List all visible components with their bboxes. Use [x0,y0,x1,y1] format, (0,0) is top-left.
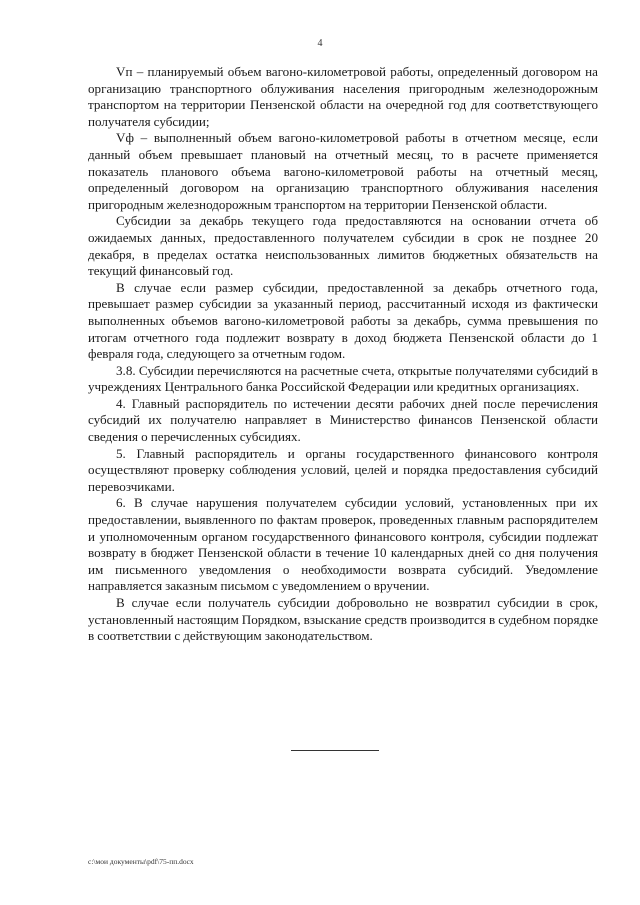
paragraph-december-excess: В случае если размер субсидии, предоставленной за декабрь отчетного года, превышает размер субсидии за указанный период, рассчитанный исходя из фактически выполненных объемов вагоно-километровой работы за декабрь, сумма превышения по итогам отчетного года подлежит возврату в доход бюджета Пензенской области до 1 февраля года, следующего за отчетным годом. [88,279,598,362]
paragraph-3-8: 3.8. Субсидии перечисляются на расчетные счета, открытые получателями субсидий в учреждениях Центрального банка Российской Федерации или кредитных организациях. [88,362,598,395]
paragraph-6: 6. В случае нарушения получателем субсидии условий, установленных при их предоставлении, выявленного по фактам проверок, проведенных главным распорядителем и уполномоченным органом государственного финансового контроля, субсидии подлежат возврату в бюджет Пензенской области в течение 10 календарных дней со дня получения им письменного уведомления о необходимости возврата субсидий. Уведомление направляется заказным письмом с уведомлением о вручении. [88,495,598,594]
document-body [88,64,598,645]
paragraph-5: 5. Главный распорядитель и органы государственного финансового контроля осуществляют проверку соблюдения условий, целей и порядка предоставления субсидий перевозчиками. [88,445,598,494]
paragraph-voluntary-return: В случае если получатель субсидии добровольно не возвратил субсидии в срок, установленный настоящим Порядком, взыскание средств производится в судебном порядке в соответствии с действующим законодательством. [88,595,599,644]
paragraph-december-subsidy: Субсидии за декабрь текущего года предоставляются на основании отчета об ожидаемых данных, предоставленного получателем субсидии в срок не позднее 20 декабря, в пределах остатка неиспользованных лимитов бюджетных обязательств на текущий финансовый год. [88,213,598,279]
end-separator-line [291,750,379,751]
paragraph-4: 4. Главный распорядитель по истечении десяти рабочих дней после перечисления субсидий их получателю направляет в Министерство финансов Пензенской области сведения о перечисленных субсидиях. [88,395,598,445]
footer-file-path: c:\мои документы\pdf\75-пп.docx [88,857,194,866]
page-number: 4 [317,38,323,49]
paragraph-vp-definition: Vп – планируемый объем вагоно-километровой работы, определенный договором на организацию транспортного облуживания населения пригородным железнодорожным транспортом на территории Пензенской области на очередной год для соответствующего получателя субсидии; [88,64,598,129]
paragraph-vf-definition: Vф – выполненный объем вагоно-километровой работы в отчетном месяце, если данный объем превышает плановый на отчетный месяц, то в расчете применяется показатель планового объема вагоно-километровой работы на отчетный месяц, определенный договором на организацию транспортного облуживания населения пригородным железнодорожным транспортом на территории Пензенской области. [88,130,598,212]
